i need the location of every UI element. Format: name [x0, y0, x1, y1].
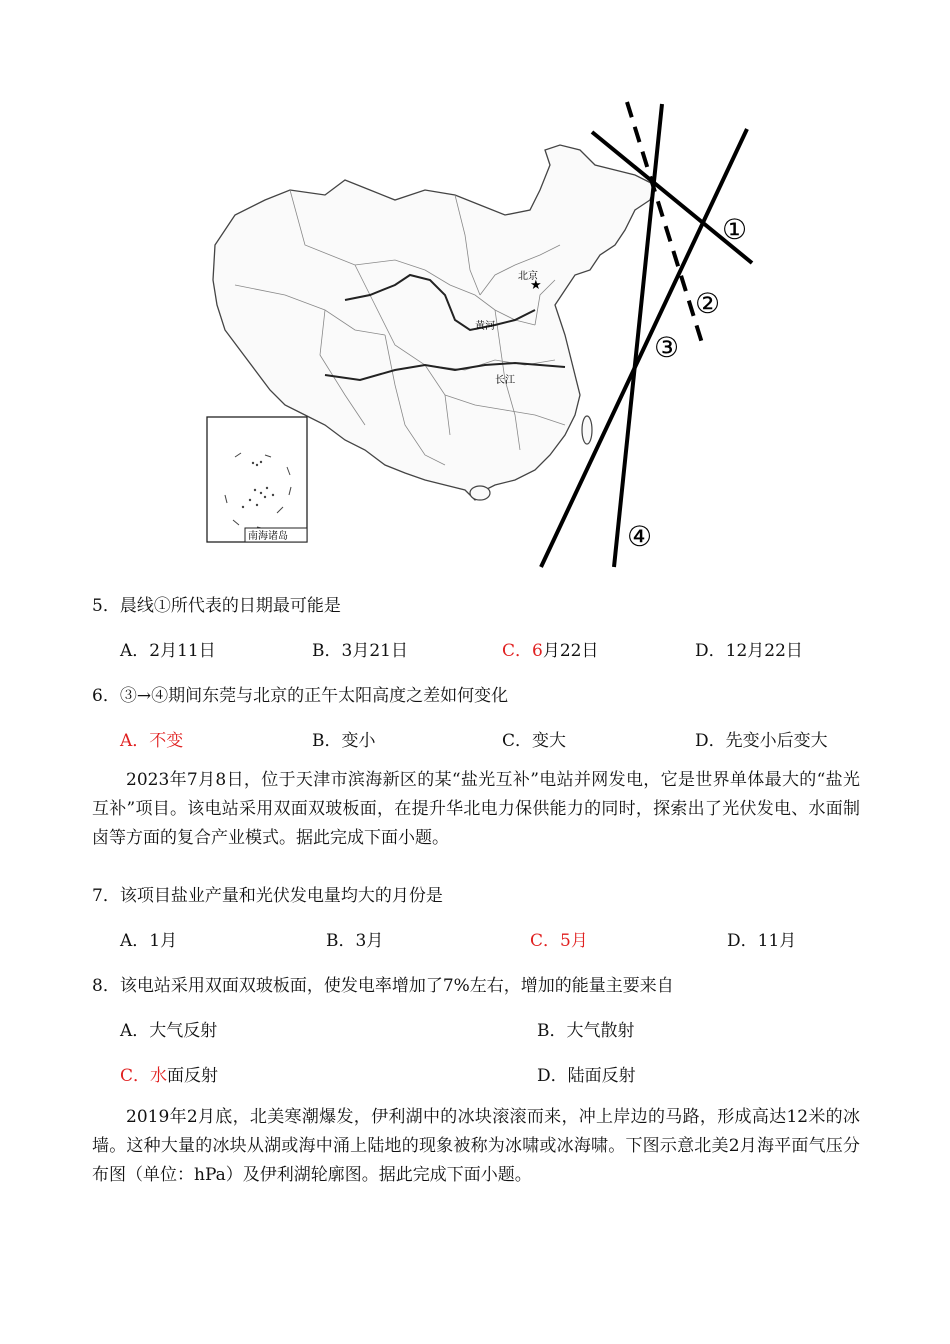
marker-3: ③	[654, 331, 680, 364]
q8-option-d[interactable]	[537, 1061, 636, 1086]
hainan-island	[470, 486, 490, 500]
option-text: 大气散射	[566, 1021, 635, 1041]
question-8	[92, 971, 674, 996]
option-text: 12月22日	[725, 641, 803, 661]
q7-option-c[interactable]	[530, 926, 588, 951]
marker-4: ④	[627, 520, 653, 553]
q7-option-a[interactable]	[120, 926, 177, 951]
south-sea-inset	[207, 417, 307, 542]
option-text: 先变小后变大	[725, 731, 828, 751]
beijing-star-icon: ★	[530, 278, 542, 293]
marker-1: ①	[722, 213, 748, 246]
option-letter: D．	[537, 1066, 568, 1086]
option-text: 3月	[355, 931, 384, 951]
option-text: 不变	[149, 731, 184, 751]
option-text: 变大	[532, 731, 567, 751]
option-text: 大气反射	[149, 1021, 218, 1041]
yellow-river-label: 黄河	[475, 321, 495, 332]
option-text-highlight: 6	[532, 641, 543, 661]
option-letter: B．	[312, 731, 342, 751]
option-letter: A．	[120, 731, 150, 751]
question-7	[92, 881, 443, 906]
option-letter: A．	[120, 1021, 150, 1041]
south-sea-label: 南海诸岛	[248, 531, 288, 542]
option-letter: D．	[695, 731, 726, 751]
marker-2: ②	[695, 287, 721, 320]
q5-option-d[interactable]	[695, 636, 803, 661]
option-text: 3月21日	[341, 641, 408, 661]
yangtze-label: 长江	[495, 375, 515, 386]
option-letter: D．	[695, 641, 726, 661]
option-letter: C．	[530, 931, 561, 951]
option-text: 2月11日	[149, 641, 216, 661]
question-number: 8．	[92, 976, 120, 996]
q7-option-b[interactable]	[326, 926, 383, 951]
taiwan-island	[582, 416, 592, 444]
q8-option-c[interactable]	[120, 1061, 218, 1086]
q6-option-c[interactable]	[502, 726, 566, 751]
option-text: 1月	[149, 931, 178, 951]
q5-option-c[interactable]	[502, 636, 598, 661]
option-text: 变小	[341, 731, 376, 751]
option-letter: B．	[537, 1021, 567, 1041]
q8-option-a[interactable]	[120, 1016, 217, 1041]
passage-2: 2019年2月底，北美寒潮爆发，伊利湖中的冰块滚滚而来，冲上岸边的马路，形成高达12米的冰墙。这种大量的冰块从湖或海中涌上陆地的现象被称为冰啸或冰海啸。下图示意北美2月海平面气压分布图（单位：hPa）及伊利湖轮廓图。据此完成下面小题。	[92, 1107, 860, 1185]
option-letter: B．	[312, 641, 342, 661]
q6-option-a[interactable]	[120, 726, 183, 751]
china-map-figure	[195, 95, 765, 570]
passage-1: 2023年7月8日，位于天津市滨海新区的某“盐光互补”电站并网发电，它是世界单体最大的“盐光互补”项目。该电站采用双面双玻板面，在提升华北电力保供能力的同时，探索出了光伏发电、水面制卤等方面的复合产业模式。据此完成下面小题。	[92, 770, 860, 848]
q5-option-a[interactable]	[120, 636, 216, 661]
option-letter: C．	[502, 641, 533, 661]
q7-option-d[interactable]	[727, 926, 796, 951]
option-letter: A．	[120, 641, 150, 661]
question-stem: 该项目盐业产量和光伏发电量均大的月份是	[119, 886, 443, 906]
question-stem: 晨线①所代表的日期最可能是	[119, 596, 341, 616]
q6-option-d[interactable]	[695, 726, 828, 751]
question-number: 5．	[92, 596, 120, 616]
option-text-rest: 面反射	[167, 1066, 219, 1086]
question-6	[92, 681, 508, 706]
q6-option-b[interactable]	[312, 726, 376, 751]
option-text-highlight: 水	[150, 1066, 168, 1086]
option-letter: C．	[502, 731, 533, 751]
option-letter: A．	[120, 931, 150, 951]
option-letter: D．	[727, 931, 758, 951]
option-text: 陆面反射	[567, 1066, 636, 1086]
option-text: 11月	[757, 931, 797, 951]
q8-option-b[interactable]	[537, 1016, 635, 1041]
question-number: 6．	[92, 686, 120, 706]
option-letter: B．	[326, 931, 356, 951]
q5-option-b[interactable]	[312, 636, 408, 661]
beijing-label: 北京	[518, 271, 538, 282]
question-stem: ③→④期间东莞与北京的正午太阳高度之差如何变化	[119, 686, 509, 706]
question-number: 7．	[92, 886, 120, 906]
option-letter: C．	[120, 1066, 151, 1086]
question-stem: 该电站采用双面双玻板面，使发电率增加了7%左右，增加的能量主要来自	[119, 976, 674, 996]
question-5	[92, 591, 341, 616]
option-text-rest: 月22日	[542, 641, 599, 661]
option-text: 5月	[560, 931, 588, 951]
map-svg	[195, 95, 765, 570]
